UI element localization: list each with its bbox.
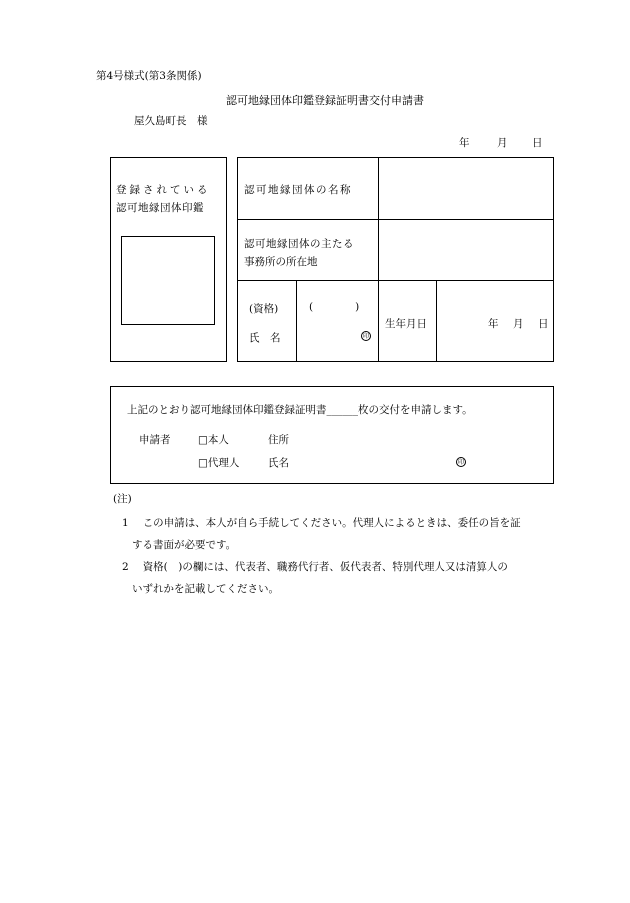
qualification-label: (資格)	[249, 303, 279, 315]
request-text-before: 上記のとおり認可地縁団体印鑑登録証明書	[127, 404, 327, 416]
birth-date-label: 生年月日	[385, 318, 427, 330]
applicant-seal-mark: 印	[457, 459, 464, 466]
note-text: いずれかを記載してください。	[132, 583, 279, 595]
office-address-label-line1: 認可地縁団体の主たる	[244, 238, 354, 250]
request-sentence	[127, 402, 473, 417]
applicant-proxy-checkbox[interactable]: □代理人	[198, 457, 240, 469]
birth-day: 日	[538, 318, 549, 330]
date-month: 月	[497, 137, 508, 149]
seal-label-line1: 登録されている	[116, 184, 211, 196]
full-name-label: 氏 名	[249, 332, 281, 344]
note-number: 2	[122, 561, 129, 573]
birth-year: 年	[488, 318, 499, 330]
note-text: する書面が必要です。	[132, 539, 237, 551]
applicant-label: 申請者	[139, 434, 171, 446]
table-divider	[378, 280, 379, 362]
notes-heading: (注)	[113, 493, 132, 505]
birth-month: 月	[513, 318, 524, 330]
note-text: この申請は、本人が自ら手続してください。代理人によるときは、委任の旨を証	[142, 517, 521, 529]
seal-mark: 印	[362, 333, 369, 340]
applicant-address-label: 住所	[268, 434, 289, 446]
group-name-field[interactable]	[379, 158, 553, 219]
form-label: 第4号様式(第3条関係)	[96, 70, 202, 82]
date-year: 年	[459, 137, 470, 149]
addressee: 屋久島町長 様	[134, 115, 208, 127]
note-number: 1	[122, 517, 129, 529]
copies-count-field[interactable]: ______	[326, 404, 358, 416]
date-day: 日	[532, 137, 543, 149]
note-text: 資格( )の欄には、代表者、職務代行者、仮代表者、特別代理人又は清算人の	[142, 561, 508, 573]
applicant-name-label: 氏名	[268, 457, 289, 469]
note-2	[122, 556, 508, 600]
applicant-self-checkbox[interactable]: □本人	[198, 434, 229, 446]
group-name-label: 認可地縁団体の名称	[244, 184, 352, 196]
qualification-field[interactable]: ( )	[309, 301, 360, 313]
document-title: 認可地縁団体印鑑登録証明書交付申請書	[226, 94, 424, 107]
seal-impression-area[interactable]	[121, 236, 215, 325]
request-text-after: 枚の交付を申請します。	[358, 404, 473, 416]
seal-label-line2: 認可地縁団体印鑑	[116, 202, 204, 214]
note-1	[122, 512, 521, 556]
office-address-label-line2: 事務所の所在地	[244, 256, 318, 268]
office-address-field[interactable]	[379, 220, 553, 280]
request-panel	[110, 386, 554, 484]
representative-name-field[interactable]	[297, 281, 377, 361]
